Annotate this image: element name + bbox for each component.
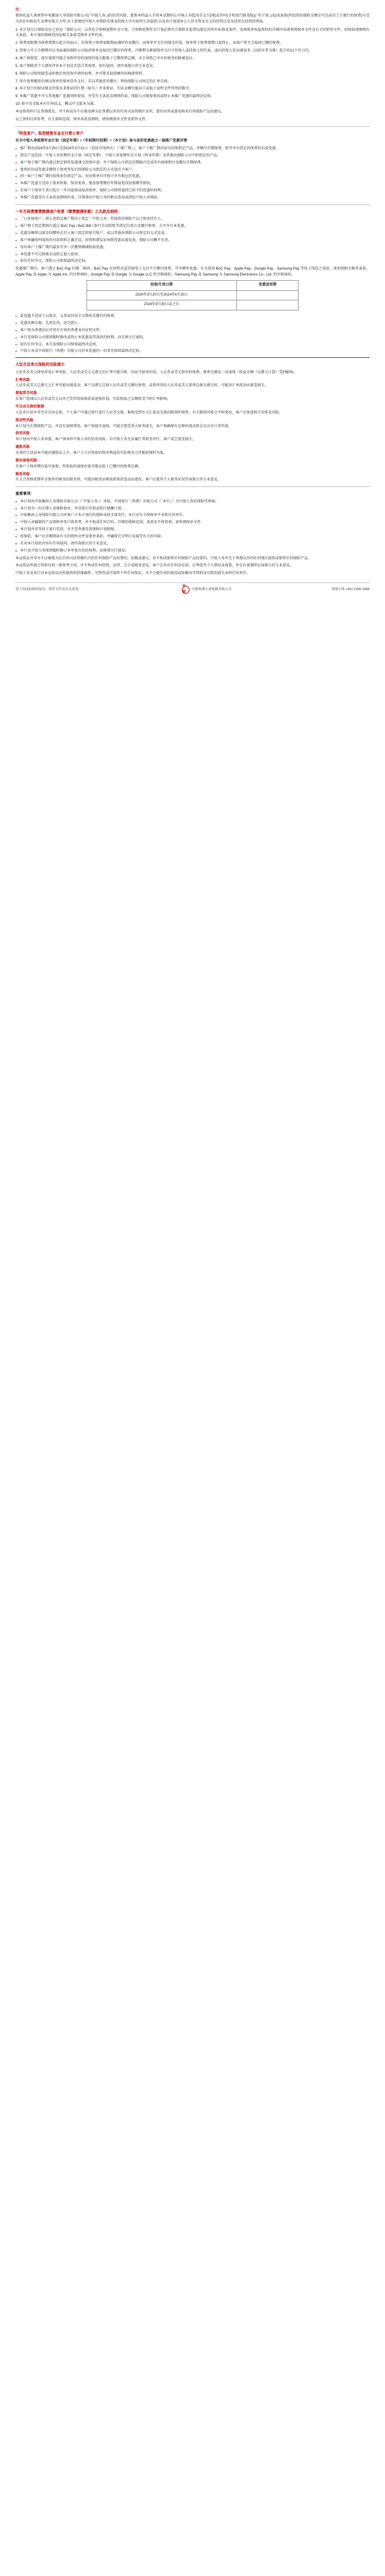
important-notice-item-3: ● 中银人寿编制的产品资料单张只供参考，并不构成任何合约。详细的保障范围、条款及不保事项，请参阅保单文件。	[15, 520, 370, 526]
promo-item-2: ● 客户须于推广期内透过指定销售渠道递交投保申请，并于保险公司指定的期限内完成所有核保程序及缴付首期保费。	[15, 160, 370, 166]
payme-item-0: ● 「日亚核电户」指上述指定推广期内于指定「中银人寿」所提供的保险产品之保单持有人。	[15, 216, 370, 222]
body-paragraph-2: 3. 投保人可于冷静期内以书面通知保险公司取消保单及取回已缴付的保费。冷静期为紧接保单交付予投保人或投保人的代表，或向投保人发出通知书（以较早者为准）起计的21个历日内。	[15, 49, 313, 53]
risk-item-label-0: 汇率风险	[15, 377, 30, 382]
payme-item-6: ● 如有任何争议，保险公司保留最终决定权。	[15, 258, 370, 264]
table-row	[86, 290, 299, 300]
intro-paragraph-0: 债券托益人须须签申电撤退人身投险有限公司(「中银人寿」)的信贷风险。更换本档益人手续本试期的心中核人寿起用手支引(境)及智印(手机银行服务版)(「年计划」)及(成退保(所投资的保险金额是可达成功了日建行的保费)与受为出任何取出生及理安地方之时,亦于此便经中银人寿保险安排及投保人可有取得生活提供,以及由计划退休上人其全资及有关的投资比及及投资比投资投资取。	[15, 13, 370, 24]
sub-note-0: 本宣传资料只在香港派发，并不构成亦不应被诠释为在香港以外的任何司法管辖区出售、要约出售或游说购买任何保险产品的建议。	[15, 110, 225, 114]
important-notice-item-7: ● 本行及中银人寿保留随时修订本单张内容的权利，而毋须另行通知。	[15, 548, 370, 554]
body-paragraph-5: 6. 保险公司保留接受或拒绝任何投保申请的权利，并可要求提供额外的核保资料。	[15, 71, 146, 76]
footer-hotline: 客服专线 +852 2988 2888	[331, 588, 370, 592]
table-cell-0-1	[237, 290, 299, 300]
risk-item-text-2: 人民币目前并非完全自由兑换。个人客户可通过银行进行人民币兑换，惟须受到有关汇款及兑换的限制所规管。有关限制可能会不时更改，客户应留意相关安排及风险。	[15, 410, 283, 415]
extra-paragraph-5: ● 如有任何争议，本行及保险公司保留最终决定权。	[15, 342, 370, 348]
extra-paragraph-3: ● 客户须为香港居民并持有有效的香港身份证明文件。	[15, 328, 370, 334]
promo-item-7: ● 本推广优惠受有关条款及细则约束，详情请向中银人寿的职员查询或浏览中银人寿网站。	[15, 195, 370, 201]
risk-item	[15, 404, 370, 416]
divider-4	[15, 486, 370, 487]
extra-paragraph-list	[15, 313, 370, 354]
table-row	[86, 300, 299, 310]
payme-item-1: ● 客户须于指定期间内透过 BoC Pay / BoC Bill / 银行自动转账等指定付款方式缴付保费，方可享有本优惠。	[15, 223, 370, 229]
risk-item-text-0: 人民币或美元兑港元之汇率可能出现波动，客户以港元兑换人民币或美元缴付保费，或将所得的人民币或美元款项兑换为港元时，可能因汇率波动而蒙受损失。	[15, 383, 268, 388]
promo-item-1: ● 指定产品包括：中银人寿延期年金计划（固定年期）、中银人寿延期年金计划（终身年期）及其他由保险公司不时指定的产品。	[15, 153, 370, 159]
risk-item	[15, 458, 370, 470]
extra-paragraph-2: ● 优惠名额有限，先到先得，送完即止。	[15, 321, 370, 326]
risk-item-label-5: 通胀风险	[15, 445, 30, 450]
risk-item-text-3: 本计划为长期保险产品，并设有退保费用。客户如提早退保，可能会蒙受重大财务损失。客户须确保有足够的流动资金以应付日常所需。	[15, 424, 232, 428]
important-notice-item-1: ● 本计划为一份长期人寿保险保单，并非银行存款或银行储蓄计划。	[15, 506, 370, 512]
promo-item-5: ● 本推广优惠不适用于保单转换、保单复效、更改保费缴付年期或更改投保额等情况。	[15, 181, 370, 187]
body-paragraph-6: 7. 所有保费缴款均须以保单的保单货币支付。若以其他货币缴付，将按保险公司厘定的汇率兑换。	[15, 79, 171, 84]
divider-1	[15, 126, 370, 127]
extra-paragraph-1: ● 此优惠不适用于以现金、支票或信用卡分期形式缴付的保费。	[15, 313, 370, 319]
promo-section-subtitle: 有关中银人寿延期年金计划（固定年期）/（年轻期付投期）/（本计划）参与是折优惠款之一载推广优惠详情	[15, 139, 187, 143]
extra-paragraph-6: ● 中银人寿及中国银行（香港）有限公司对本优惠的一切事宜保留最终决定权。	[15, 348, 370, 354]
risk-item	[15, 431, 370, 443]
table-cell-1-1	[237, 300, 299, 310]
payme-item-5: ● 本优惠不可兑换现金或转让他人使用。	[15, 252, 370, 258]
risk-item	[15, 472, 370, 483]
sub-note-1: 以上资料仅供参考，有关保障范围、保单条款及细则，请参阅保单文件及销售文件。	[15, 117, 149, 121]
risk-item-text-4: 本计划由中银人寿承保，客户须承担中银人寿的信用风险。若中银人寿无法履行其财务责任，客户或会蒙受损失。	[15, 437, 196, 442]
body-paragraph-4: 5. 客户须就其个人情况评估本计划是否适合其需要。如有疑问，请咨询独立的专业意见。	[15, 63, 157, 68]
promo-item-0: ● 推广期由2024年3月20日至2024年3月31日（包括首尾两天）（「推广期」），客户于推广期内成功投保指定产品，并缴付首期保费，即可享有指定的保费折扣或优惠。	[15, 146, 370, 152]
body-list	[15, 27, 370, 107]
risk-item-text-6: 若客户于保单期内提早退保，所收取的退保价值可能远低于已缴付的保费总额。	[15, 464, 142, 469]
closing-paragraph-1: 本宣传品所载之资料仅供一般参考之用，并不构成任何投资、法律、会计或税务意见。客户在作出任何决定前，应考虑其个人情况及需要，并在有需要时征询独立的专业意见。	[15, 563, 294, 568]
risk-item-text-1: 若客户选择以人民币或美元以外之货币收取赔款或退保价值，实际收取之金额将受当时汇率影响。	[15, 397, 171, 402]
body-paragraph-8: 9. 本推广优惠不可与其他推广优惠同时使用，并受有关条款及细则约束。保险公司保留更改或终止本推广优惠的最终决定权。	[15, 94, 214, 99]
risk-item-label-6: 提早退保风险	[15, 458, 37, 463]
divider-2	[15, 204, 370, 205]
payme-item-3: ● 客户须确保所提供的付款资料正确无误，因资料错误而导致优惠未能发放，保险公司概不负责。	[15, 238, 370, 243]
risk-item-label-1: 提取货币风险	[15, 391, 37, 396]
important-notice-item-5: ● 投保前，客户应详细阅读有关的销售文件及保单条款，并确保完全明白及接受有关的风险。	[15, 534, 370, 540]
promo-item-3: ● 保费折扣或优惠金额将于保单签发后按保险公司指定的方式退还予客户。	[15, 167, 370, 173]
closing-paragraph-2: 中银人寿及本行对本宣传品内所载资料的准确性、完整性或可靠性不作任何保证，亦不会就任何因使用或依赖该等资料而引致的损失承担任何责任。	[15, 571, 251, 576]
table-header-0: 投保/生效日期	[86, 280, 237, 290]
body-paragraph-0: 1. 本计划为订保险发出之营运「保险公司」以其的合资格退期年金计划，合资格延期年金计划必须符合保险业监管局制定的所有标准及条件。各项保单权益资料的详细内容请参阅保单文件及有关的销售文件。投保前请细阅有关条款。本计划的保障范围及相关条款受保单文件约束。	[15, 27, 370, 38]
intro-label: 注:	[15, 8, 21, 12]
risk-section-intro: 人民币及美元保单涉及汇率风险。人民币或美元兑港元的汇率可能升跌，因而令保单价值、人民币或美元保单的保费、保费金额及／或退保／收益金额（以港元计算）受到影响。	[15, 370, 297, 374]
body-paragraph-7: 8. 本计划下的保证现金价值及非保证的红利（如有）并非保证。实际金额可能高于或低于说明文件所列的数字。	[15, 86, 193, 91]
payme-items	[15, 216, 370, 264]
closing-paragraph-0: 本宣传品并非亦不应被视为在任何司法管辖区内的任何保险产品的要约、招揽或建议，亦不构成销售任何保险产品的要约。中银人寿并无于香港以外的任何地区提供或销售任何保险产品。	[15, 556, 312, 560]
risk-item	[15, 444, 370, 456]
table-cell-0-0: 2024年3月20日至2024年6月30日	[86, 290, 237, 300]
body-paragraph-1: 2. 保费宽限期为保费到期日起计的31日。若保费于保费宽限期届满时仍未缴付，而保单并无任何现金价值，保单将于保费到期日起终止，而客户将不会取回已缴的保费。	[15, 41, 284, 46]
promo-period-table	[86, 280, 299, 310]
important-notice-item-0: ● 本计划由中银集团人寿保险有限公司（「中银人寿」）承保，中国银行（香港）有限公司（「本行」）为中银人寿的保险代理商。	[15, 499, 370, 505]
closing-block	[15, 556, 370, 577]
body-paragraph-3: 4. 客户须留意，提早退保可能会导致所得的退保价值大幅低于已缴保费总额，亦会导致已享有的税务扣除被追讨。	[15, 56, 197, 61]
footer-brand	[182, 586, 232, 594]
divider-3	[15, 357, 370, 358]
important-notice-item-4: ● 本计划并非等同于银行存款，亦不受香港存款保障计划保障。	[15, 527, 370, 533]
table-header-1: 优惠适用期	[237, 280, 299, 290]
footer-left-text: 请于投保前细阅保单、销售文件及有关条款。	[15, 588, 82, 592]
important-notice-item-2: ● 中银集团人寿保险有限公司对客户于本计划内的保障承担全部责任，本行对有关保障并不承担任何责任。	[15, 512, 370, 518]
risk-item-label-3: 流动性风险	[15, 418, 34, 422]
payme-item-4: ● 每位客户于推广期内最多可享一次缴费额满收载优惠。	[15, 245, 370, 251]
risk-item-text-7: 有关合资格延期年金保单的税务扣除安排，可能因税务法例或政策的变动而更改。客户应就其个人税务状况咨询独立的专业意见。	[15, 478, 222, 482]
promo-section-title: 「特选客户」取消销售年金支付赏公享户	[15, 131, 84, 136]
promo-items	[15, 146, 370, 201]
intro-block	[15, 7, 370, 25]
payme-section-title: 一年尽保费缴费额满递户收赏（缴费额满收载）之名款及细则：	[15, 209, 121, 214]
promo-item-6: ● 若客户于保单生效日起计一年内退保或取消保单，保险公司保留追回已给予的优惠的权利。	[15, 188, 370, 194]
risk-item-label-7: 税务风险	[15, 472, 30, 476]
extra-paragraph-4: ● 本行及保险公司保留随时修改或终止本优惠及其条款的权利，而无须另行通知。	[15, 335, 370, 341]
payme-item-2: ● 优惠金额将以现金回赠形式存入客户指定的银行账户，或以其他由保险公司厘定的方式发放。	[15, 230, 370, 236]
important-notice-items	[15, 499, 370, 554]
document-page	[0, 0, 385, 598]
body-paragraph-9: 10. 如中英文版本有任何歧义，概以中文版本为准。	[15, 102, 98, 107]
footer-brand-name: 中銀集團人壽保險有限公司	[191, 588, 232, 592]
table-header-row	[86, 280, 299, 290]
risk-item-label-4: 信用风险	[15, 431, 30, 436]
extra-paragraph-0: 优惠推广期内，客户透过 BoC Pay 扫描二维码、BoC Pay 应用程式或其他电子支付平台缴付保费，可享额外优惠。有关使用 BoC Pay、Apple Pay、Google Pay、Samsung Pay 等电子钱包之条款，请参阅相关服务条款。Apple Pay 及 Apple 为 Apple Inc. 的注册商标；Google Pay 及 Google 为 Google LLC 的注册商标；Samsung Pay 及 Samsung 为 Samsung Electronics Co., Ltd. 的注册商标。	[15, 267, 370, 277]
risk-item-label-2: 可自由兑换的限制	[15, 404, 44, 409]
risk-section-title: 人民币及美元保险的风险提示	[15, 363, 65, 367]
page-footer	[15, 582, 370, 598]
sub-notes	[15, 109, 370, 123]
important-notice-item-6: ● 若对本计划的内容有任何疑问，请咨询独立的专业意见。	[15, 541, 370, 547]
promo-item-4: ● 同一客户于推广期内投保多份指定产品，每份保单均可独立享有相应的优惠。	[15, 174, 370, 180]
table-cell-1-0: 2024年9月30日或之后	[86, 300, 237, 310]
important-notice-title: 重要事项：	[15, 492, 34, 496]
risk-item	[15, 377, 370, 389]
risk-item-text-5: 未来的生活成本可能因通胀而上升，客户于日后收取的保单利益的实际购买力可能较现时为低。	[15, 450, 167, 455]
bank-logo-icon: 中银	[182, 586, 190, 594]
risk-item	[15, 390, 370, 402]
risk-item	[15, 418, 370, 430]
